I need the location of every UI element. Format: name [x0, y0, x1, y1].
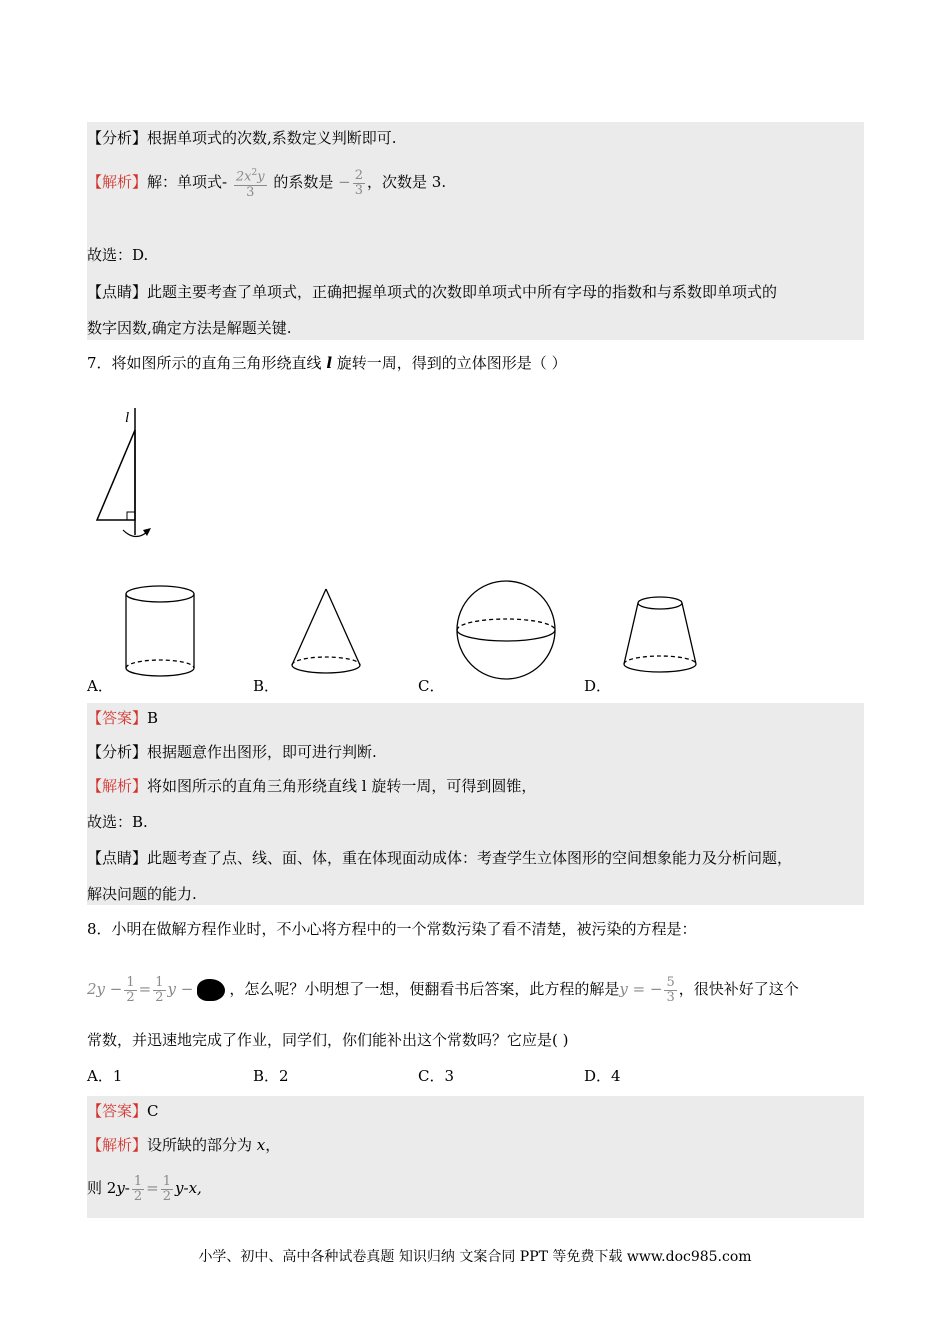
cone-figure: [288, 585, 368, 680]
solution-block-6: [87, 122, 864, 340]
choose-line: 故选：D.: [87, 246, 149, 264]
comment-tag: 【点睛】: [87, 283, 148, 301]
question-7-stem: 7．将如图所示的直角三角形绕直线 l 旋转一周，得到的立体图形是（ ）: [87, 354, 567, 372]
question-8-stem: 8．小明在做解方程作业时，不小心将方程中的一个常数污染了看不清楚，被污染的方程是：: [87, 920, 697, 938]
page-footer: 小学、初中、高中各种试卷真题 知识归纳 文案合同 PPT 等免费下载 www.doc985.com: [198, 1249, 752, 1265]
q7-option-c[interactable]: C．: [418, 677, 445, 695]
question-8-line-3: 常数，并迅速地完成了作业，同学们，你们能补出这个常数吗？它应是( ): [87, 1031, 569, 1049]
q8-option-c[interactable]: C．3: [418, 1067, 455, 1085]
ink-stain: [197, 979, 225, 1001]
q8-option-b[interactable]: B．2: [253, 1067, 289, 1085]
monomial-fraction: $\frac{2x^2y}{3}$: [235, 168, 265, 200]
solution-block-7: [87, 703, 864, 905]
solution-tag: 【解析】: [87, 173, 148, 191]
comment-line-1: 【点睛】此题主要考查了单项式，正确把握单项式的次数即单项式中所有字母的指数和与系数即单项式的: [87, 283, 778, 301]
q8-option-a[interactable]: A．1: [87, 1067, 123, 1085]
answer-tag: 【答案】: [87, 709, 148, 727]
cylinder-figure: [120, 582, 200, 682]
axis-label: l: [125, 410, 130, 426]
answer-value: B: [147, 709, 159, 727]
solution-line-8: 【解析】设所缺的部分为 x，: [87, 1136, 281, 1154]
q7-option-a[interactable]: A．: [87, 677, 113, 695]
then-equation-line: 则 2y- $\frac{1}{2}$ = $\frac{1}{2}$ y-x,: [87, 1173, 202, 1204]
solution-mid: 的系数是: [273, 173, 334, 191]
solution-block-8: [87, 1096, 864, 1218]
q7-option-d[interactable]: D．: [584, 677, 612, 695]
comment-line-7b: 解决问题的能力.: [87, 885, 197, 903]
analysis-text: 根据单项式的次数,系数定义判断即可.: [147, 129, 397, 147]
comment-line-7a: 【点睛】此题考查了点、线、面、体，重在体现面动成体：考查学生立体图形的空间想象能力及分析问题，: [87, 849, 793, 867]
frustum-figure: [618, 592, 702, 682]
analysis-line: [87, 128, 397, 148]
answer-line: [87, 708, 158, 728]
q8-option-d[interactable]: D．4: [584, 1067, 621, 1085]
sphere-figure: [452, 578, 562, 682]
q7-option-b[interactable]: B．: [253, 677, 280, 695]
answer-line-8: 【答案】C: [87, 1102, 159, 1120]
analysis-tag: 【分析】: [87, 129, 148, 147]
right-triangle-figure: [85, 400, 165, 550]
coef-sign: −: [338, 173, 351, 191]
choose-line-7: 故选：B.: [87, 813, 148, 831]
solution-post: ，次数是 3.: [367, 173, 447, 191]
solution-pre: 解：单项式-: [147, 173, 228, 191]
analysis-line-7: 【分析】根据题意作出图形，即可进行判断.: [87, 743, 377, 761]
question-8-equation-line: 2y − $\frac{1}{2}$ = $\frac{1}{2}$ y − ，怎么呢？小明想了一想，便翻看书后答案，此方程的解是y = − $\frac{5}{3}$ ，很快补好了这个: [87, 974, 799, 1005]
solution-line-7: 【解析】将如图所示的直角三角形绕直线 l 旋转一周，可得到圆锥，: [87, 777, 537, 795]
comment-line-2: 数字因数,确定方法是解题关键.: [87, 319, 292, 337]
coef-fraction: $\frac{2}{3}$: [354, 167, 364, 198]
solution-line: [87, 160, 446, 204]
